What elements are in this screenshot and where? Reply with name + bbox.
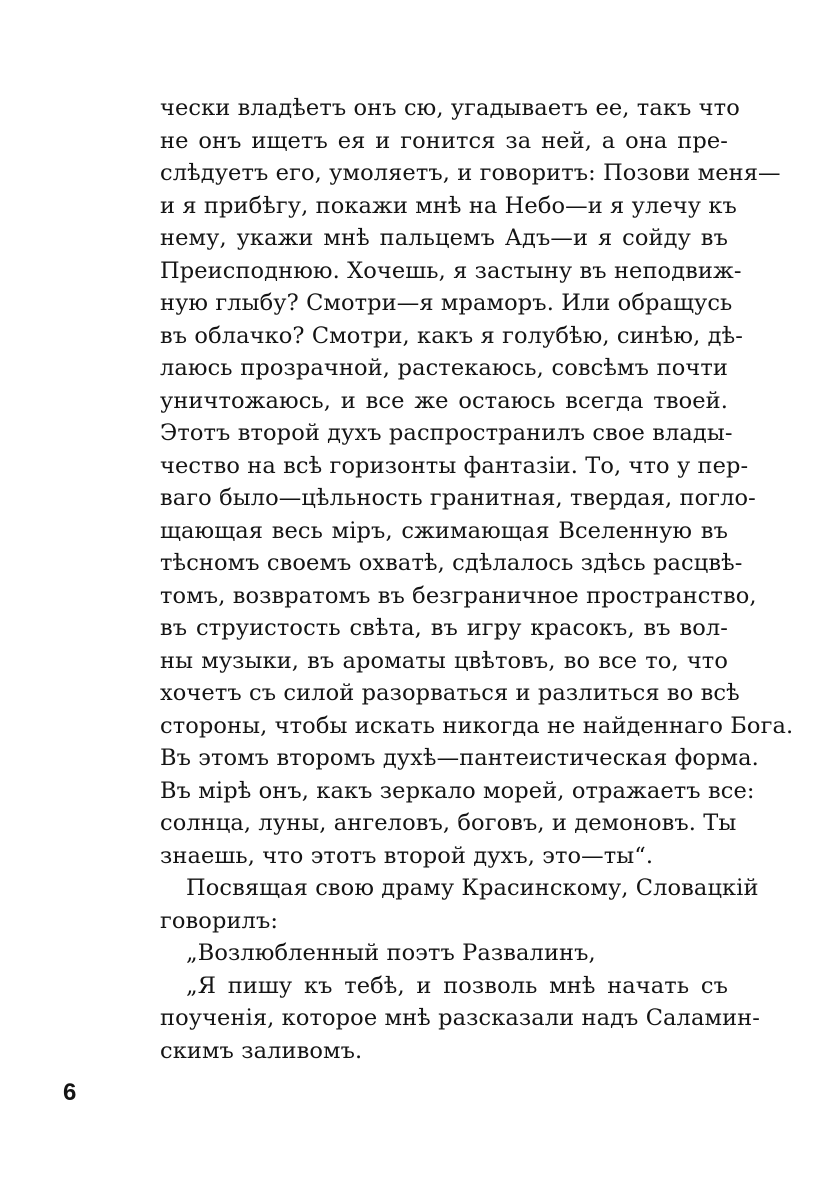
text-line: слѣдуетъ его, умоляетъ, и говоритъ: Позови меня— — [160, 160, 781, 186]
text-line: чество на всѣ горизонты фантазіи. То, что у пер- — [160, 452, 749, 479]
text-line: лаюсь прозрачной, растекаюсь, совсѣмъ почти — [160, 355, 728, 381]
text-line: нему, укажи мнѣ пальцемъ Адъ—и я сойду въ — [160, 225, 728, 251]
text-line: хочетъ съ силой разорваться и разлиться во всѣ — [160, 680, 740, 706]
text-line: „Я пишу къ тебѣ, и позволь мнѣ начать съ — [186, 972, 728, 999]
text-line: щающая весь міръ, сжимающая Вселенную въ — [160, 517, 728, 544]
text-line: ваго было—цѣльность гранитная, твердая, погло- — [160, 485, 756, 511]
text-line: уничтожаюсь, и все же остаюсь всегда твоей. — [160, 387, 728, 414]
text-line: въ струистость свѣта, въ игру красокъ, въ вол- — [160, 615, 728, 641]
body-text — [160, 92, 794, 1067]
text-line: ны музыки, въ ароматы цвѣтовъ, во все то, что — [160, 647, 728, 674]
text-line: знаешь, что этотъ второй духъ, это—ты“. — [160, 842, 654, 869]
text-line: скимъ заливомъ. — [160, 1037, 363, 1064]
text-line: „Возлюбленный поэтъ Развалинъ, — [186, 940, 596, 966]
text-line: Этотъ второй духъ распространилъ свое влады- — [160, 420, 733, 446]
text-line: Въ этомъ второмъ духѣ—пантеистическая форма. — [160, 745, 759, 771]
text-line: говорилъ: — [160, 907, 279, 934]
text-line: чески владѣетъ онъ сю, угадываетъ ее, такъ что — [160, 95, 740, 121]
text-line: стороны, чтобы искать никогда не найденнаго Бога. — [160, 712, 794, 739]
page-number: 6 — [63, 1079, 77, 1106]
text-line: не онъ ищетъ ея и гонится за ней, а она пре- — [160, 127, 728, 154]
text-line: поученія, которое мнѣ разсказали надъ Саламин- — [160, 1005, 760, 1031]
text-line: солнца, луны, ангеловъ, боговъ, и демоновъ. Ты — [160, 810, 737, 836]
text-line: Преисподнюю. Хочешь, я застыну въ неподвиж- — [160, 257, 742, 284]
text-line: и я прибѣгу, покажи мнѣ на Небо—и я улечу къ — [160, 192, 737, 219]
text-line: въ облачко? Смотри, какъ я голубѣю, синѣю, дѣ- — [160, 322, 743, 349]
text-line: тѣсномъ своемъ охватѣ, сдѣлалось здѣсь расцвѣ- — [160, 550, 743, 576]
text-line: Посвящая свою драму Красинскому, Словацкій — [186, 875, 759, 901]
text-line: томъ, возвратомъ въ безграничное пространство, — [160, 582, 757, 609]
text-line: ную глыбу? Смотри—я мраморъ. Или обращусь — [160, 290, 733, 316]
text-line: Въ мірѣ онъ, какъ зеркало морей, отражаетъ все: — [160, 777, 755, 804]
